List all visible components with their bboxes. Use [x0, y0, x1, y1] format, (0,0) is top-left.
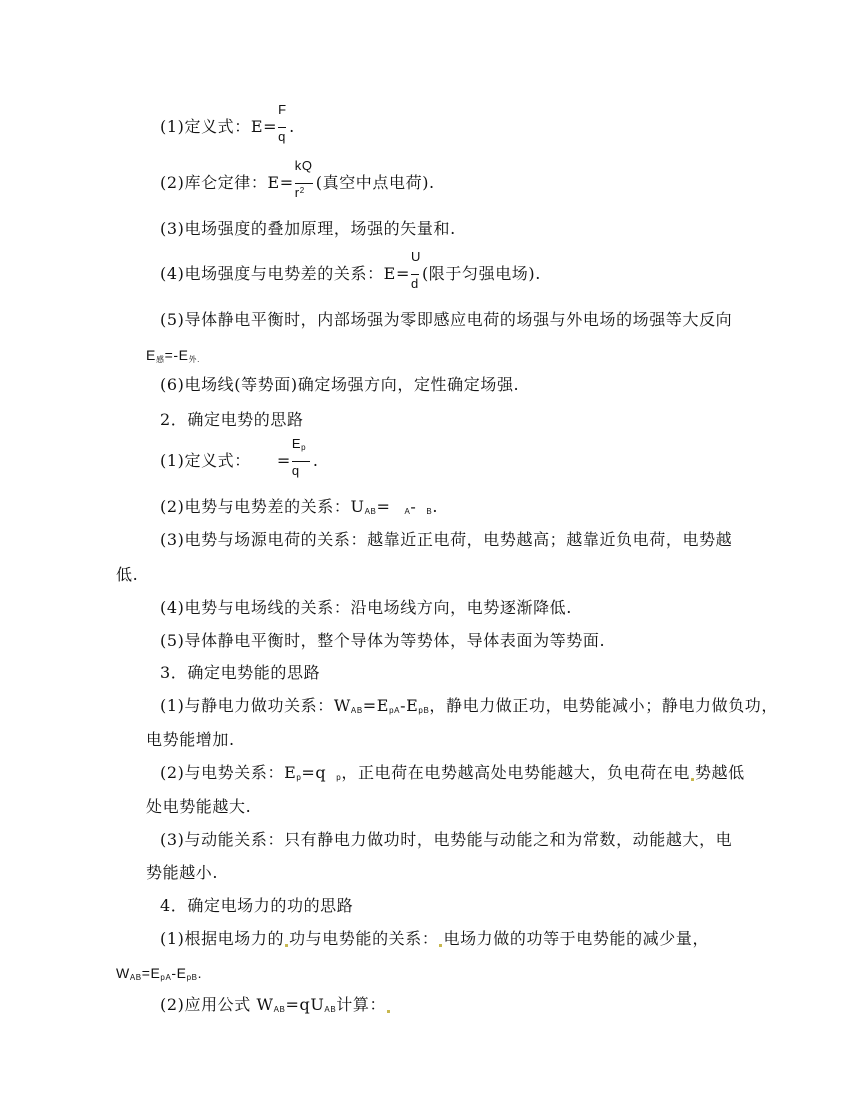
denominator: q: [291, 463, 300, 478]
text: (1)定义式：E=: [160, 117, 278, 136]
denominator: d: [410, 276, 419, 291]
line-kinetic-relation-cont: 势能越小.: [146, 863, 219, 882]
line-field-work-relation: (1)根据电场力的 功与电势能的关系： 电场力做的功等于电势能的减少量，: [160, 929, 710, 948]
line-formula-application: (2)应用公式 $W_{AB}=qU_{AB}$计算：: [160, 995, 391, 1020]
line-potential-definition: (1)定义式： = $\frac{E_p}{q}$ .: [160, 436, 319, 478]
denominator: $r^2$: [294, 185, 305, 200]
line-kinetic-relation: (3)与动能关系：只有静电力做功时，电势能与动能之和为常数，动能越大，电: [160, 830, 733, 849]
line-field-potential-diff: [160, 249, 541, 291]
text: (限于匀强电场).: [421, 264, 541, 283]
line-potential-difference: (2)电势与电势差的关系：$U_{AB}= _A-$ $_B$.: [160, 497, 439, 516]
line-source-charge-cont: 低.: [116, 565, 139, 584]
line-work-relation: (1)与静电力做功关系：$W_{AB}=E_{pA}-E_{pB}$，静电力做正功，电势能减小；静电力做负功，: [160, 696, 778, 715]
line-electrostatic-equilibrium: (5)导体静电平衡时，内部场强为零即感应电荷的场强与外电场的场强等大反向: [160, 310, 733, 329]
line-work-relation-cont: 电势能增加.: [146, 730, 235, 749]
line-field-line-relation: (4)电势与电场线的关系：沿电场线方向，电势逐渐降低.: [160, 598, 572, 617]
line-source-charge: (3)电势与场源电荷的关系：越靠近正电荷，电势越高；越靠近负电荷，电势越: [160, 530, 733, 549]
line-induced-field: $E_感=-E_{外.}$: [146, 347, 200, 364]
text: .: [312, 451, 319, 470]
text: (2)库仑定律：E=: [160, 173, 294, 192]
heading-potential: 2．确定电势的思路: [160, 410, 304, 429]
fraction: [410, 249, 422, 291]
numerator: kQ: [294, 158, 313, 173]
fraction: [294, 158, 316, 200]
line-equipotential: (5)导体静电平衡时，整个导体为等势体，导体表面为等势面.: [160, 631, 606, 650]
numerator: F: [278, 102, 287, 117]
numerator: U: [410, 249, 421, 264]
line-field-definition: [160, 102, 295, 144]
denominator: q: [278, 129, 286, 144]
heading-field-work: 4．确定电场力的功的思路: [160, 896, 354, 915]
text: (4)电场强度与电势差的关系：E=: [160, 264, 410, 283]
fraction: [291, 436, 313, 478]
text: (1)定义式：: [160, 451, 251, 470]
line-field-work-formula: $W_{AB}=E_{pA}-E_{pB}$.: [116, 965, 203, 982]
line-potential-relation-cont: 处电势能越大.: [146, 797, 252, 816]
line-coulomb: [160, 158, 435, 200]
line-potential-relation: (2)与电势关系：$E_p=q$ $_p$，正电荷在电势越高处电势能越大，负电荷在电 势越低: [160, 763, 745, 782]
heading-potential-energy: 3．确定电势能的思路: [160, 663, 321, 682]
line-field-lines: (6)电场线(等势面)确定场强方向，定性确定场强.: [160, 375, 520, 394]
text: (真空中点电荷).: [315, 173, 435, 192]
text: .: [289, 117, 295, 136]
line-superposition: (3)电场强度的叠加原理，场强的矢量和.: [160, 219, 456, 238]
fraction: [277, 102, 289, 144]
numerator: $E_p$: [291, 436, 307, 452]
